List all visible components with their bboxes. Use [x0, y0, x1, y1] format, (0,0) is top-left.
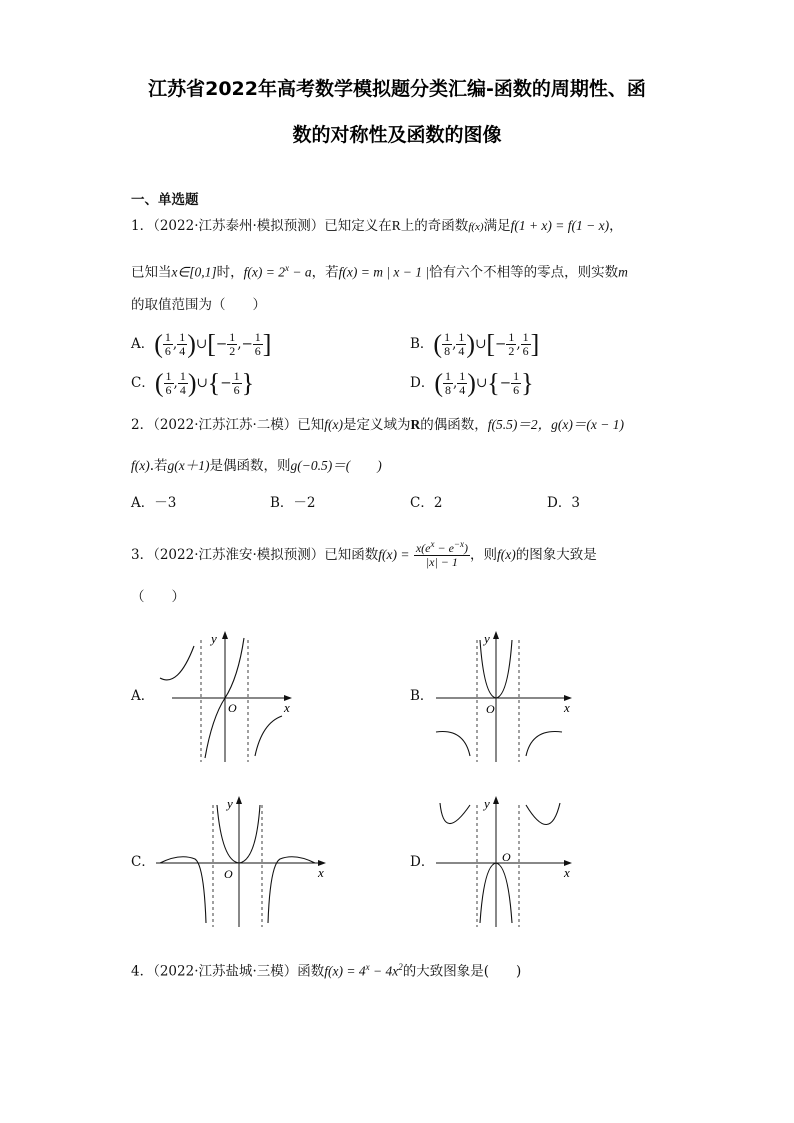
q1-line-3: 的取值范围为（ ）	[131, 297, 266, 313]
y-arrow-icon	[236, 796, 242, 804]
q2-fx: f(x)	[324, 417, 344, 432]
q1-text: 已知定义在	[324, 218, 392, 234]
axis-label-x: x	[318, 865, 324, 880]
fraction-denominator: 6	[233, 383, 240, 397]
q1-var-m: m	[618, 264, 628, 280]
origin-label: O	[228, 701, 237, 715]
curve-right	[526, 803, 560, 825]
q3-text: 的图象大致是	[515, 547, 597, 563]
origin-label: O	[224, 867, 233, 881]
origin-label: O	[486, 702, 495, 716]
fraction-denominator: 6	[522, 344, 529, 358]
q4-text: 的大致图象是( )	[402, 963, 522, 980]
fraction-numerator: 1	[233, 369, 240, 383]
q2-option-d[interactable]: D．3	[547, 495, 580, 511]
fraction-denominator: 4	[179, 383, 186, 397]
fraction-denominator: 4	[179, 344, 186, 358]
q4-fx: f(x) = 4	[324, 963, 366, 979]
fraction-denominator: 6	[165, 383, 172, 397]
q1-option-d[interactable]: D．( $\frac{1}{8}$ , $\frac{1}{4}$ )∪{− $\frac{1}{6}$ }	[410, 368, 534, 398]
q1-text: ，若	[311, 264, 339, 281]
q3-option-b[interactable]: B．	[410, 688, 434, 704]
q3-line-2: （ ）	[131, 589, 185, 605]
q3-line-1	[131, 540, 597, 571]
fraction-numerator: 1	[445, 369, 451, 383]
curve-left	[436, 732, 470, 757]
fraction-denominator: 6	[254, 344, 261, 358]
q2-line-2	[131, 456, 382, 476]
fraction-numerator: 1	[229, 330, 236, 344]
q1-definition: f(x) = 2	[243, 264, 285, 280]
q2-text: 是偶函数，则	[209, 458, 291, 474]
q1-interval: x∈[0,1]	[171, 264, 217, 280]
axis-label-y: y	[484, 631, 490, 646]
q4-exp: x	[365, 962, 370, 972]
q2-text: 的偶函数，	[420, 417, 488, 433]
fraction-denominator: 6	[164, 344, 171, 358]
q2-text: .若	[149, 458, 168, 474]
q3-fx: f(x) =	[378, 547, 410, 562]
q1-set-r: R	[391, 218, 401, 233]
q2-source: （2022·江苏江苏·二模）	[153, 417, 298, 433]
fraction-numerator: 1	[164, 330, 171, 344]
q2-line-1	[131, 415, 624, 435]
q1-line-1	[131, 216, 623, 237]
q3-source: （2022·江苏淮安·模拟预测）	[153, 547, 325, 563]
curve-left	[160, 857, 206, 923]
q1-text: 上的奇函数	[400, 218, 469, 234]
q1-definition-tail: − a	[288, 264, 312, 280]
q2-g-shift: g(x＋1)	[167, 458, 210, 473]
q2-option-a[interactable]: A．－3	[131, 495, 177, 511]
curve-left	[440, 803, 470, 824]
q3-numerator-exp: −x	[453, 539, 464, 549]
fraction-denominator: 2	[229, 344, 236, 358]
fraction-numerator: 1	[165, 369, 172, 383]
q3-text: ，则	[469, 547, 497, 563]
option-label: C．	[131, 375, 155, 391]
option-label: A．	[131, 336, 155, 352]
origin-label: O	[502, 850, 511, 864]
y-arrow-icon	[493, 631, 499, 639]
fraction-denominator: 8	[444, 344, 451, 358]
q3-option-d[interactable]: D．	[410, 854, 435, 870]
q1-source: （2022·江苏泰州·模拟预测）	[153, 218, 325, 234]
axis-label-x: x	[564, 865, 570, 880]
q1-text: 满足	[483, 218, 511, 234]
q3-graph-b[interactable]	[430, 628, 580, 768]
fraction-numerator: 1	[458, 330, 465, 344]
q3-numerator-mid: − e	[434, 541, 454, 555]
q3-fraction	[414, 538, 470, 569]
q4-line-1	[131, 957, 521, 982]
option-label: D．	[410, 375, 435, 391]
q2-gx: g(x)＝(x − 1)	[551, 417, 624, 432]
y-arrow-icon	[222, 631, 228, 639]
fraction-numerator: 1	[522, 330, 529, 344]
q3-numerator-end: )	[463, 541, 468, 555]
y-arrow-icon	[493, 796, 499, 804]
q2-text: 是定义域为	[343, 417, 411, 433]
q3-option-a[interactable]: A．	[131, 688, 155, 704]
q3-numerator: x(e	[415, 541, 431, 555]
q2-f55: f(5.5)＝2，	[487, 417, 552, 432]
fraction-denominator: 4	[458, 344, 465, 358]
curve-right	[255, 716, 282, 756]
q2-text: 已知	[297, 417, 325, 433]
axis-label-y: y	[211, 631, 217, 646]
section-heading: 一、单选题	[131, 192, 199, 208]
q4-source: （2022·江苏盐城·三模）	[153, 963, 298, 980]
q3-text: 已知函数	[324, 547, 379, 563]
fraction-denominator: 2	[508, 344, 515, 358]
q4-exp: 2	[398, 962, 403, 972]
q1-option-a[interactable]: A．( $\frac{1}{6}$ , $\frac{1}{4}$ )∪[− $\frac{1}{2}$ ,− $\frac{1}{6}$ ]	[131, 329, 272, 359]
axis-label-x: x	[564, 700, 570, 715]
q1-definition-exp: x	[284, 263, 289, 273]
q1-text: 时，	[216, 264, 244, 281]
q3-graph-c[interactable]	[150, 793, 335, 933]
q4-number: 4．	[131, 963, 154, 980]
q2-set-r: R	[410, 417, 421, 432]
q3-number: 3．	[131, 547, 154, 563]
q1-fx: f(x)	[468, 221, 484, 233]
q1-text: ，	[609, 218, 623, 234]
fraction-denominator: 6	[513, 383, 520, 397]
q1-number: 1．	[131, 218, 154, 234]
q3-option-c[interactable]: C．	[131, 854, 155, 870]
curve-right	[526, 732, 562, 757]
fraction-numerator: 1	[444, 330, 451, 344]
q3-graph-d[interactable]	[430, 793, 580, 933]
q3-denominator: |x| − 1	[425, 555, 458, 569]
fraction-denominator: 8	[445, 383, 451, 397]
fraction-numerator: 1	[254, 330, 261, 344]
curve-right	[268, 857, 315, 923]
q3-graph-a[interactable]	[150, 628, 300, 768]
option-label: B．	[410, 336, 434, 352]
q1-condition: f(x) = m | x − 1 |	[338, 264, 430, 280]
q4-mid: − 4x	[369, 963, 399, 979]
q1-option-b[interactable]: B．( $\frac{1}{8}$ , $\frac{1}{4}$ )∪[− $\frac{1}{2}$ , $\frac{1}{6}$ ]	[410, 329, 540, 359]
fraction-numerator: 1	[513, 369, 520, 383]
q1-text: 已知当	[131, 264, 172, 281]
q2-option-b[interactable]: B．－2	[270, 495, 316, 511]
q1-line-2	[131, 258, 628, 283]
q4-text: 函数	[297, 963, 325, 980]
q1-text: 恰有六个不相等的零点，则实数	[429, 264, 619, 281]
q1-equation: f(1 + x) = f(1 − x)	[510, 218, 610, 233]
fraction-denominator: 4	[459, 383, 466, 397]
axis-label-y: y	[484, 796, 490, 811]
q3-numerator-exp: x	[430, 539, 435, 549]
document-title-line-2: 数的对称性及函数的图像	[292, 124, 502, 146]
fraction-numerator: 1	[179, 330, 186, 344]
document-title-line-1: 江苏省2022年高考数学模拟题分类汇编-函数的周期性、函	[148, 78, 646, 100]
axis-label-y: y	[227, 796, 233, 811]
fraction-numerator: 1	[508, 330, 515, 344]
q2-g-value: g(−0.5)＝( )	[290, 458, 382, 473]
q2-number: 2．	[131, 417, 154, 433]
q2-fx: f(x)	[131, 458, 150, 473]
fraction-numerator: 1	[179, 369, 186, 383]
q1-option-c[interactable]: C．( $\frac{1}{6}$ , $\frac{1}{4}$ )∪{− $\frac{1}{6}$ }	[131, 368, 255, 398]
curve-left	[160, 646, 194, 680]
q3-fx: f(x)	[496, 547, 516, 562]
axis-label-x: x	[284, 700, 290, 715]
fraction-numerator: 1	[459, 369, 466, 383]
q2-option-c[interactable]: C．2	[410, 495, 443, 511]
